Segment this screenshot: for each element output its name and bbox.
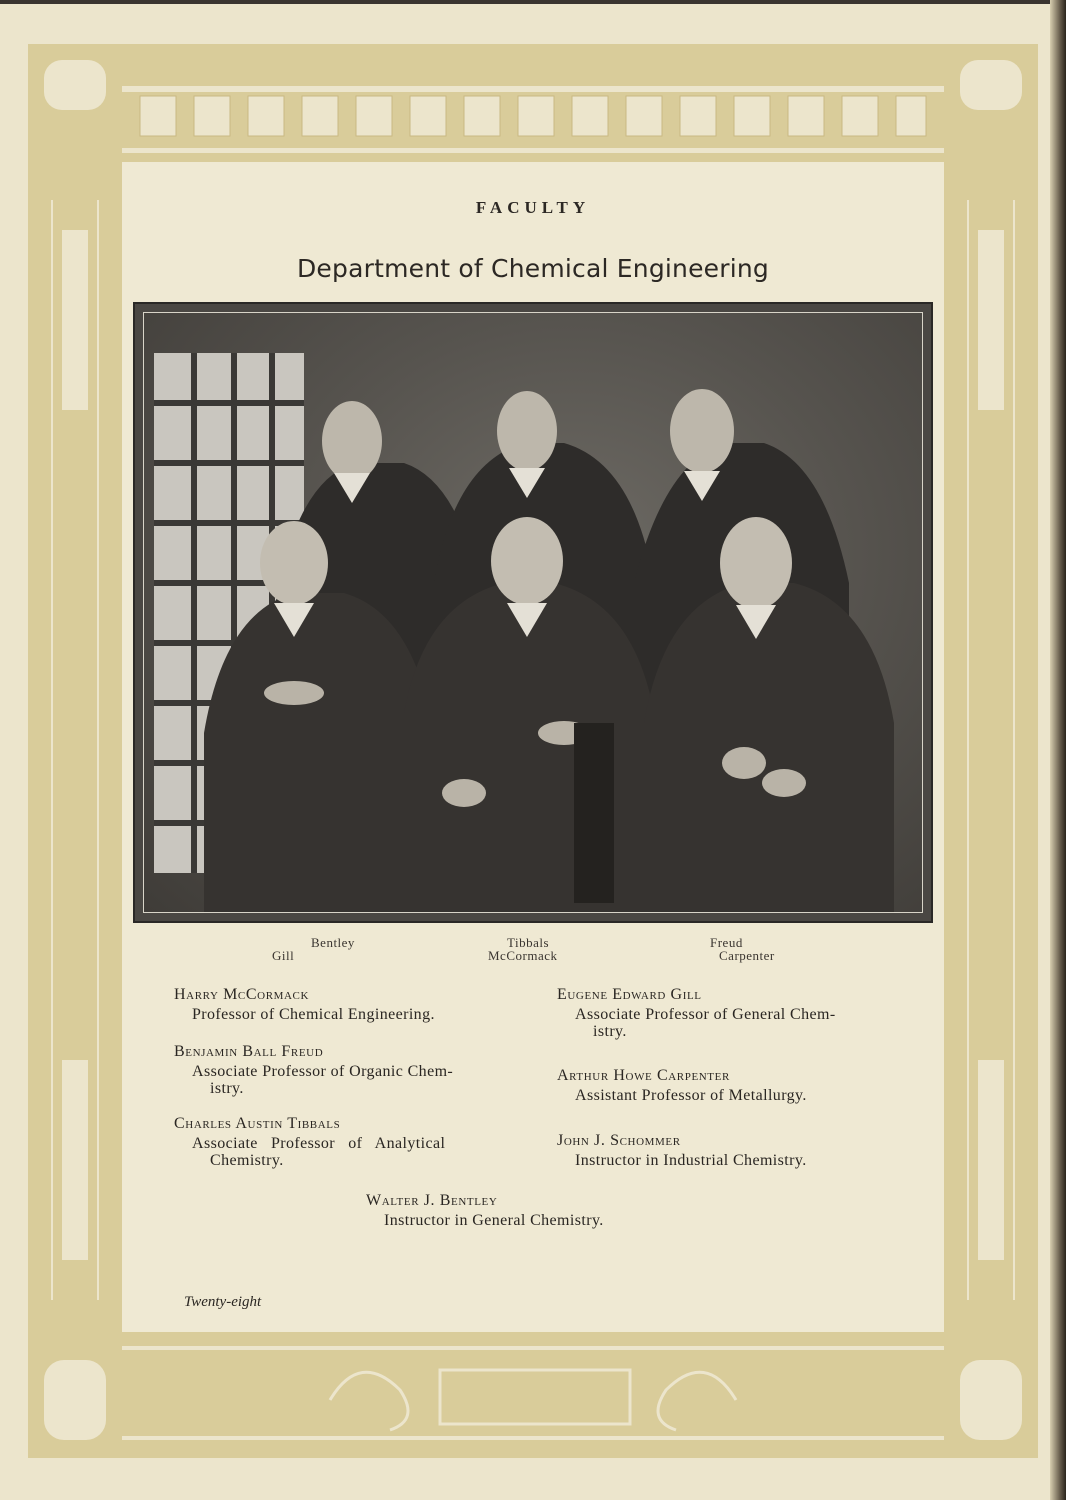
faculty-name: John J. Schommer <box>557 1132 681 1149</box>
faculty-title: Professor of Chemical Engineering. <box>192 1006 435 1023</box>
faculty-title-continued: Chemistry. <box>210 1152 284 1169</box>
photo-frame <box>143 312 923 913</box>
faculty-title: Instructor in General Chemistry. <box>384 1212 604 1229</box>
section-title: FACULTY <box>475 198 591 217</box>
faculty-name: Eugene Edward Gill <box>557 986 702 1003</box>
faculty-title: Associate Professor of Analytical <box>192 1135 446 1152</box>
caption-carpenter: Carpenter <box>719 948 775 963</box>
faculty-name: Walter J. Bentley <box>366 1192 498 1209</box>
page-number: Twenty-eight <box>184 1294 262 1310</box>
faculty-title: Instructor in Industrial Chemistry. <box>575 1152 807 1169</box>
faculty-title: Associate Professor of General Chem- <box>575 1006 836 1023</box>
faculty-name: Charles Austin Tibbals <box>174 1115 341 1132</box>
faculty-name: Benjamin Ball Freud <box>174 1043 324 1060</box>
caption-mccormack: McCormack <box>488 948 558 963</box>
caption-gill: Gill <box>272 948 295 963</box>
faculty-title: Associate Professor of Organic Chem- <box>192 1063 454 1080</box>
caption-bentley: Bentley <box>311 935 355 950</box>
department-title: Department of Chemical Engineering <box>296 254 769 283</box>
caption-tibbals: Tibbals <box>507 935 550 950</box>
portrait-illustration <box>144 313 922 912</box>
faculty-name: Harry McCormack <box>174 986 310 1003</box>
caption-freud: Freud <box>710 935 743 950</box>
faculty-title-continued: istry. <box>593 1023 627 1040</box>
page-edge-shadow <box>1050 0 1066 1500</box>
faculty-name: Arthur Howe Carpenter <box>557 1067 730 1084</box>
group-portrait-photo <box>133 302 933 923</box>
faculty-title-continued: istry. <box>210 1080 244 1097</box>
faculty-title: Assistant Professor of Metallurgy. <box>575 1087 807 1104</box>
